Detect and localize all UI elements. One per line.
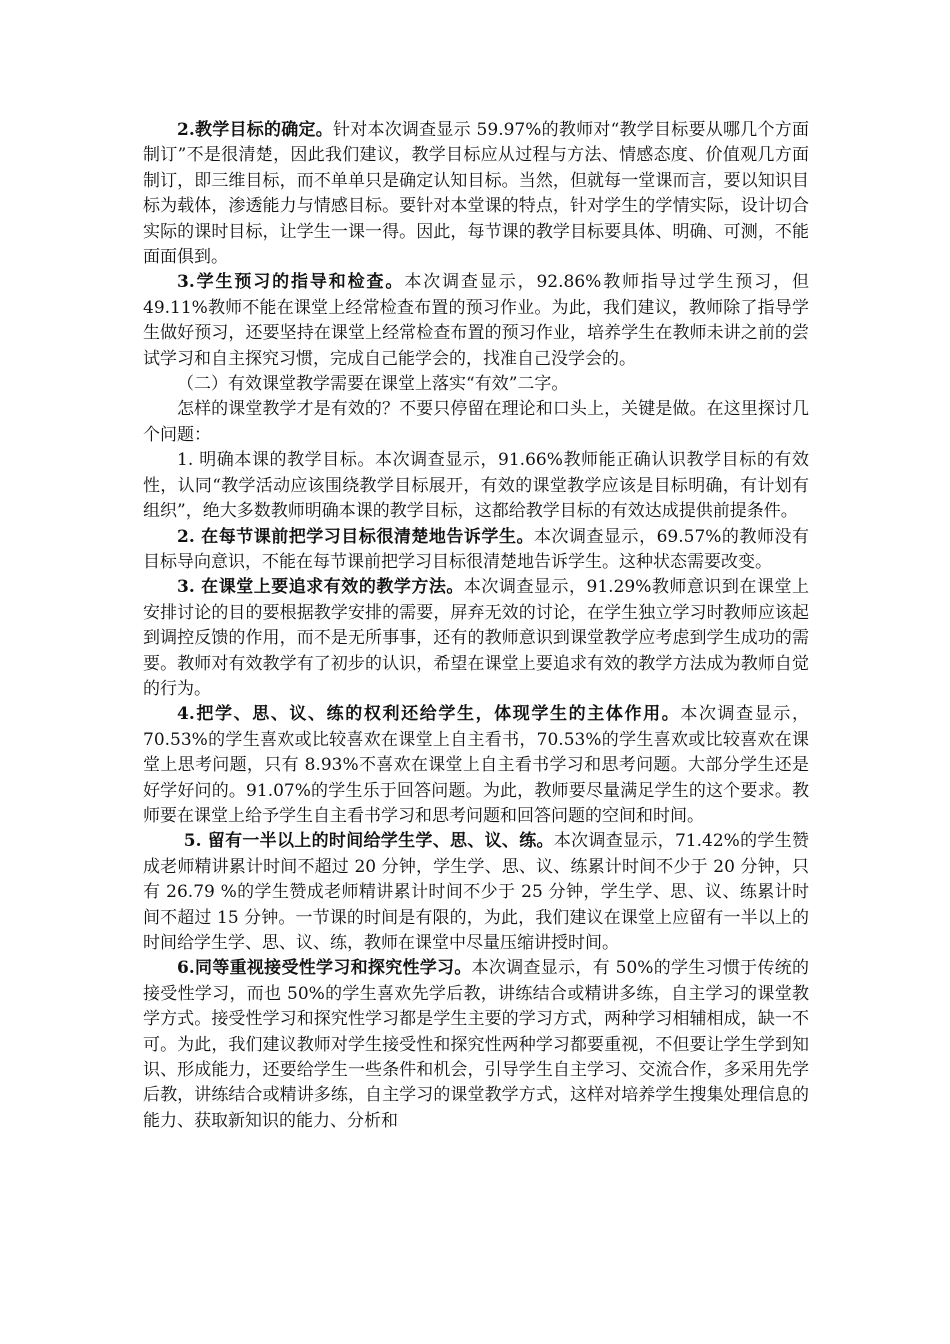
intro-paragraph: 怎样的课堂教学才是有效的？不要只停留在理论和口头上，关键是做。在这里探讨几个问题：: [143, 399, 809, 445]
item-heading: 6.同等重视接受性学习和探究性学习。: [177, 958, 472, 979]
list-item-3: [143, 575, 809, 702]
item-body: 本次调查显示，70.53%的学生喜欢或比较喜欢在课堂上自主看书，70.53%的学生喜欢或比较喜欢在课堂上思考问题，只有 8.93%不喜欢在课堂上自主看书学习和思考问题。大部分学生还是好学好问的。91.07%的学生乐于回答问题。为此，教师要尽量满足学生的这个要求。教师要在课堂上给予学生自主看书学习和思考问题和回答问题的空间和时间。: [143, 704, 810, 826]
paragraph-body: 本次调查显示，92.86%教师指导过学生预习，但 49.11%教师不能在课堂上经常检查布置的预习作业。为此，我们建议，教师除了指导学生做好预习，还要坚持在课堂上经常检查布置的预习作业，培养学生在教师未讲之前的尝试学习和自主探究习惯，完成自己能学会的，找准自己没学会的。: [143, 272, 810, 369]
list-item-2: [143, 525, 809, 576]
item-heading: 3. 在课堂上要追求有效的教学方法。: [177, 577, 464, 598]
paragraph-preview-guidance: [143, 270, 809, 372]
list-item-6: [143, 956, 809, 1134]
paragraph-teaching-goals: [143, 118, 809, 270]
section-title: （二）有效课堂教学需要在课堂上落实“有效”二字。: [177, 374, 569, 395]
item-body: 本次调查显示，91.29%教师意识到在课堂上安排讨论的目的要根据教学安排的需要，屏弃无效的讨论，在学生独立学习时教师应该起到调控反馈的作用，而不是无所事事，还有的教师意识到课堂教学应考虑到学生成功的需要。教师对有效教学有了初步的认识，希望在课堂上要追求有效的教学方法成为教师自觉的行为。: [143, 577, 809, 699]
item-body: 1. 明确本课的教学目标。本次调查显示，91.66%教师能正确认识教学目标的有效性，认同“教学活动应该围绕教学目标展开，有效的课堂教学应该是目标明确，有计划有组织”，绝大多数教师明确本课的教学目标，这都给教学目标的有效达成提供前提条件。: [143, 450, 809, 522]
item-heading: 4.把学、思、议、练的权利还给学生，体现学生的主体作用。: [177, 704, 681, 725]
item-heading: 2. 在每节课前把学习目标很清楚地告诉学生。: [177, 526, 534, 547]
list-item-4: [143, 702, 809, 829]
document-page: [143, 118, 809, 1134]
paragraph-heading: 2.教学目标的确定。: [177, 120, 333, 140]
item-body: 本次调查显示，69.57%的教师没有目标导向意识，不能在每节课前把学习目标很清楚地告诉学生。这种状态需要改变。: [143, 526, 809, 572]
paragraph-heading: 3.学生预习的指导和检查。: [177, 272, 405, 293]
item-heading: 5. 留有一半以上的时间给学生学、思、议、练。: [183, 831, 554, 852]
list-item-5: [143, 829, 809, 956]
item-body: 本次调查显示，71.42%的学生赞成老师精讲累计时间不超过 20 分钟，学生学、思、议、练累计时间不少于 20 分钟，只有 26.79 %的学生赞成老师精讲累计时间不少于 25 分钟，学生学、思、议、练累计时间不超过 15 分钟。一节课的时间是有限的，为此，我们建议在课堂上应留有一半以上的时间给学生学、思、议、练，教师在课堂中尽量压缩讲授时间。: [143, 831, 809, 953]
list-item-1: [143, 448, 809, 524]
paragraph-body: 针对本次调查显示 59.97%的教师对“教学目标要从哪几个方面制订”不是很清楚，因此我们建议，教学目标应从过程与方法、情感态度、价值观几方面制订，即三维目标，而不单单只是确定认知目标。当然，但就每一堂课而言，要以知识目标为载体，渗透能力与情感目标。要针对本堂课的特点，针对学生的学情实际，设计切合实际的课时目标，让学生一课一得。因此，每节课的教学目标要具体、明确、可测，不能面面俱到。: [143, 120, 809, 268]
item-body: 本次调查显示，有 50%的学生习惯于传统的接受性学习，而也 50%的学生喜欢先学后教，讲练结合或精讲多练，自主学习的课堂教学方式。接受性学习和探究性学习都是学生主要的学习方式，两种学习相辅相成，缺一不可。为此，我们建议教师对学生接受性和探究性两种学习都要重视，不但要让学生学到知识、形成能力，还要给学生一些条件和机会，引导学生自主学习、交流合作，多采用先学后教，讲练结合或精讲多练，自主学习的课堂教学方式，这样对培养学生搜集处理信息的能力、获取新知识的能力、分析和: [143, 958, 809, 1131]
